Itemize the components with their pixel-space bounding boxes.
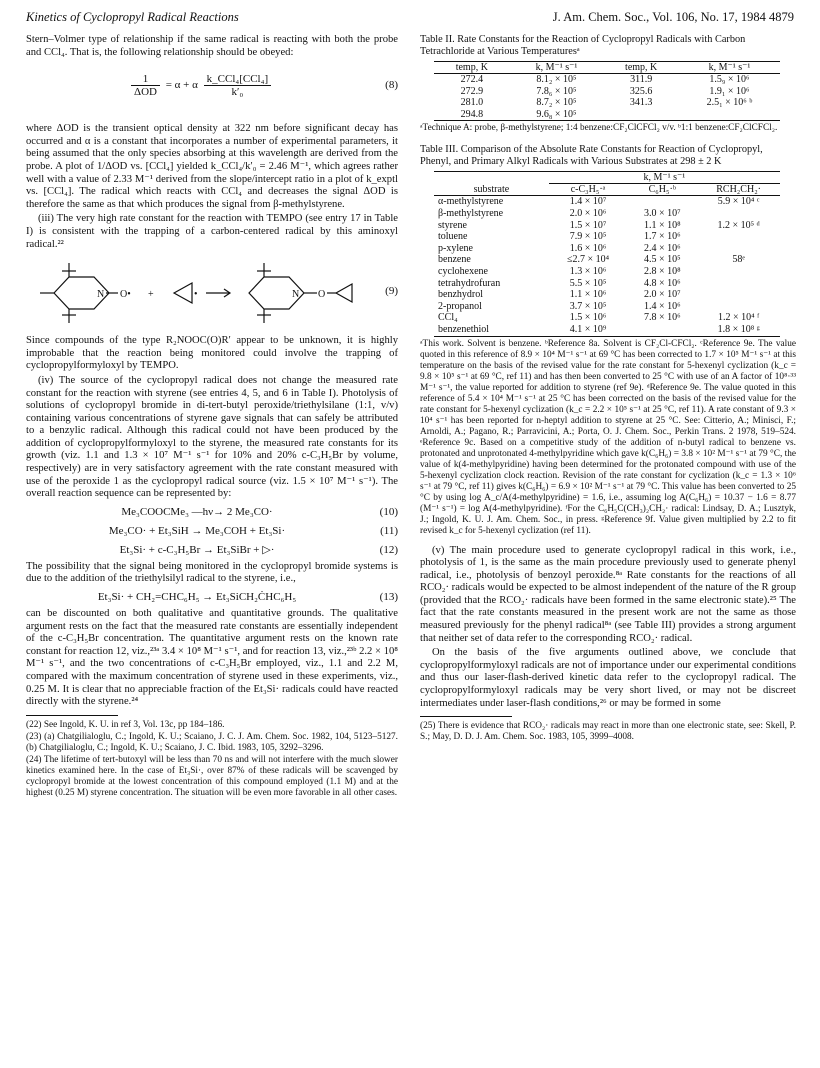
equation-body (131, 73, 271, 98)
table-row (434, 74, 780, 86)
paragraph: where ΔOD is the transient optical density at 322 nm before significant decay has occurred and α is a constant that incorporates a number of experimental parameters, it being assumed that the only species absorbing at this wavelength are derived from the probe. A plot of 1/ΔOD vs. [CCl₄] yielded k_CCl₄/k′₀ = 2.46 M⁻¹, which agrees rather well with a value of 2.33 M⁻¹ derived from the slope/intercept ratio in a plot of k_exptl vs. [CCl₄]. The radical which reacts with CCl₄ and decreases the signal ΔOD is therefore the same as that which produces the signal from β-methylstyrene. (26, 123, 398, 210)
table-cell: 341.3 (629, 97, 653, 109)
table-cell: 281.0 (460, 97, 484, 109)
column-header: RCH₂CH₂· (716, 184, 762, 196)
table-cell: cyclohexene (438, 265, 488, 277)
table-3-footnote: ᵃThis work. Solvent is benzene. ᵇReference 8a. Solvent is CF₂Cl-CFCl₂. ᶜReference 9e. The value quoted in this reference of 8.9 × 10⁴ M⁻¹ s⁻¹ at 69 °C has been corrected to 1.7 × 10⁵ M⁻¹ s⁻¹ at this temperature on the basis of the revised value for the rate constant for 5-hexenyl cyclization (k_c = 9.8 × 10⁵ s⁻¹ at 69 °C, ref 11) and has then been converted to 25 °C with use of an A factor of 10⁸·³³ M⁻¹ s⁻¹, the value reported for addition to styrene (ref 9e). ᵈReference 9e. The value quoted in this reference of 5.4 × 10⁴ M⁻¹ s⁻¹ at 25 °C has been corrected on the basis of the revised value for the rate constant for 5-hexenyl cyclization (k_c = 2.2 × 10⁵ s⁻¹ at 25 °C, ref 11). A rate constant of 9.3 × 10⁴ s⁻¹ has been reported for n-heptyl addition to styrene at 25 °C. See: Citterio, A.; Minisci, F.; Arnoldi, A.; Pagano, R.; Parravicini, A.; Porta, O. J. Chem. Soc., Perkin Trans. 2 1978, 519–524. ᵉReference 9c. Based on a competitive study of the addition of n-butyl radical to benzene vs. protonated and unprotonated 4-methylpyridine which gave k(C₆H₆) = 3.8 × 10² M⁻¹ s⁻¹ at 79 °C, the value of k(4-methylpyridine) having been determined for the protonated compound with use of the 5-hexenyl cyclization clock reaction. Revision of the rate constant for cyclization (k_c = 1.3 × 10⁶ s⁻¹ at 79 °C, ref 11) gives k(C₆H₆) = 6.9 × 10² M⁻¹ s⁻¹ at 79 °C. This value has been converted to 25 °C by using log A_c/A(4-methylpyridine) = 1.6, i.e., assuming log A(C₆H₆) = 10.37 − 1.6 = 8.77 (M⁻¹ s⁻¹) = log A(4-methylpyridine). ᶠFor the C₆H₅C(CH₃)₂CH₂· radical: Lindsay, D. A.; Lusztyk, J.; Ingold, K. U. J. Am. Chem. Soc., in press. ᵍReference 9f. Value given multiplied by 2.2 to fit revised k_c for 5-hexenyl cyclization (ref 11). (420, 338, 796, 536)
running-header (26, 10, 794, 28)
table-cell (697, 231, 780, 243)
table-header-row (434, 62, 780, 74)
column-header: k, M⁻¹ s⁻¹ (708, 62, 751, 73)
table-cell: toluene (438, 231, 468, 243)
table-cell (697, 208, 780, 220)
table-row (434, 220, 780, 232)
equation-body: Et₃Si· + CH₂=CHC₆H₅ → Et₃SiCH₂ĊHC₆H₅ (97, 591, 297, 604)
column-header: temp, K (455, 62, 488, 73)
table-cell: 1.4 × 10⁶ (643, 300, 681, 312)
equation-10 (26, 504, 398, 520)
right-column (420, 34, 796, 744)
footnote: (25) There is evidence that RCO₂· radicals may react in more than one electronic state, see: Skell, P. S.; May, D. D. J. Am. Chem. Soc. 1983, 105, 3999–4008. (420, 721, 796, 743)
table-cell: 1.5 × 10⁶ (569, 312, 607, 324)
table-cell: 272.9 (460, 85, 484, 97)
table-cell: 4.1 × 10⁹ (569, 323, 607, 335)
table-cell: 1.2 × 10⁵ ᵈ (717, 219, 760, 231)
table-cell: 1.9₁ × 10⁶ (709, 85, 750, 97)
equation-middle: = α + α (165, 79, 198, 92)
table-cell: 325.6 (629, 85, 653, 97)
table-cell: 1.1 × 10⁸ (643, 219, 681, 231)
o-atom: O• (120, 289, 131, 301)
tempo-reaction-scheme (34, 257, 364, 329)
table-cell: benzenethiol (438, 323, 490, 335)
table-row (434, 208, 780, 220)
table-cell: 1.8 × 10⁸ ᵍ (717, 323, 760, 335)
table-row (434, 289, 780, 301)
table-cell: 272.4 (460, 74, 484, 85)
table-cell: 3.7 × 10⁵ (569, 300, 607, 312)
table-cell: 2.0 × 10⁷ (643, 289, 681, 301)
table-cell: 9.6₈ × 10⁵ (536, 108, 577, 120)
table-span-header-row (434, 172, 780, 184)
table-cell: 8.1₂ × 10⁵ (536, 74, 577, 85)
table-cell: 1.6 × 10⁶ (569, 242, 607, 254)
radical-dot: • (194, 289, 198, 301)
equation-body: Me₃COOCMe₃ —hν→ 2 Me₃CO· (121, 505, 273, 518)
table-cell: α-methylstyrene (438, 196, 504, 208)
footnote: (24) The lifetime of tert-butoxyl will be less than 70 ns and will not interfere with the much slower kinetics examined here. In the case of Et₃Si·, over 87% of these radicals will be scavenged by cyclopropyl bromide at the lowest concentration of this compound employed (1.1 M) and at the highest (0.25 M) styrene concentration. The situation will be even more favorable in all other cases. (26, 754, 398, 798)
equation-number: (9) (385, 285, 398, 298)
fraction-numerator: 1 (131, 73, 160, 86)
table-cell (697, 266, 780, 278)
column-header: c-C₃H₅·ᵃ (570, 184, 606, 196)
running-title: Kinetics of Cyclopropyl Radical Reactions (26, 10, 239, 24)
span-header: k, M⁻¹ s⁻¹ (549, 172, 780, 184)
table-cell: 5.9 × 10⁴ ᶜ (717, 196, 760, 208)
table-cell: benzhydrol (438, 289, 483, 301)
table-cell: 2.8 × 10⁸ (643, 265, 681, 277)
table-cell: 311.9 (630, 74, 653, 85)
table-cell: 58ᵉ (732, 254, 745, 266)
table-3-caption: Table III. Comparison of the Absolute Rate Constants for Reaction of Cyclopropyl, Phenyl, and Primary Alkyl Radicals with Various Substrates at 298 ± 2 K (420, 144, 763, 168)
table-row (434, 278, 780, 290)
table-3 (434, 171, 780, 336)
plus-sign: + (148, 289, 154, 301)
table-cell: β-methylstyrene (438, 207, 504, 219)
table-cell: 294.8 (460, 108, 484, 120)
fraction-denominator: k′₀ (231, 86, 244, 99)
paragraph: (iii) The very high rate constant for the reaction with TEMPO (see entry 17 in Table I) is consistent with the trapping of a carbon-centered radical by this aminoxyl radical.²² (26, 213, 398, 250)
o-atom: O (318, 289, 326, 301)
table-cell (627, 196, 697, 208)
table-cell: benzene (438, 254, 471, 266)
cyclopropyl-ring-product (336, 284, 352, 302)
table-2-caption: Table II. Rate Constants for the Reaction of Cyclopropyl Radicals with Carbon Tetrachloride at Various Temperaturesᵃ (420, 34, 746, 57)
table-row (434, 243, 780, 255)
equation-9-structures (26, 257, 398, 329)
table-row (434, 266, 780, 278)
table-row (434, 312, 780, 324)
table-cell: styrene (438, 219, 467, 231)
table-cell: 1.3 × 10⁶ (569, 265, 607, 277)
footnote-divider (26, 715, 118, 716)
column-header: temp, K (625, 62, 658, 73)
table-2-footnote: ᵃTechnique A: probe, β-methylstyrene; 1:4 benzene:CF₂ClCFCl₂ v/v. ᵇ1:1 benzene:CF₂ClCFCl₂. (420, 123, 778, 134)
table-row (434, 324, 780, 336)
equation-13 (26, 589, 398, 605)
paragraph: On the basis of the five arguments outlined above, we conclude that cyclopropylformyloxyl radicals are not of importance under our experimental conditions and thus our laser-flash-derived kinetic data refer to the cyclopropyl radical. The cyclopropylformyloxyl radicals may be very short lived, or may not be discreet intermediates under laser-flash conditions,²⁶ or may be formed in some (420, 647, 796, 709)
table-cell (627, 324, 697, 336)
fraction-numerator: k_CCl₄[CCl₄] (204, 73, 271, 86)
table-cell: ≤2.7 × 10⁴ (566, 254, 610, 266)
table-cell (603, 109, 679, 121)
equation-number: (12) (379, 543, 398, 556)
fraction-lhs (131, 73, 160, 98)
table-cell: 4.8 × 10⁶ (643, 277, 681, 289)
table-cell: 2.4 × 10⁶ (643, 242, 681, 254)
table-cell: 7.8₆ × 10⁵ (536, 85, 577, 97)
table-cell: 1.1 × 10⁶ (569, 289, 607, 301)
left-column (26, 34, 398, 800)
equation-body: Me₃CO· + Et₃SiH → Me₃COH + Et₃Si· (108, 524, 286, 537)
table-cell: p-xylene (438, 242, 473, 254)
table-row (434, 231, 780, 243)
table-cell: 1.5 × 10⁷ (569, 219, 607, 231)
paragraph: (v) The main procedure used to generate cyclopropyl radical in this work, i.e., photolysis of 1, is the same as the main procedure previously used to generate phenyl radical, i.e., photolysis of benzoyl peroxide.⁸ᵃ Rate constants for the reactions of all RCO₂· radicals would be expected to be almost independent of the nature of the R group (provided that the RCO₂· radicals have been formed in the same electronic state).²⁵ The fact that the rate constants measured in the present work are not the same as those measured previously for the phenyl radical⁸ᵃ (see Table III) provides a strong argument that neither set of data refer to the corresponding RCO₂· radical. (420, 544, 796, 644)
table-cell (697, 278, 780, 290)
equation-8 (26, 65, 398, 115)
table-cell: 3.0 × 10⁷ (643, 207, 681, 219)
table-cell: 1.4 × 10⁷ (569, 196, 607, 208)
table-row (434, 196, 780, 208)
equation-number: (13) (379, 591, 398, 604)
paragraph: Stern–Volmer type of relationship if the same radical is reacting with both the probe and CCl₄. That is, the following relationship should be obeyed: (26, 34, 398, 58)
equation-11 (26, 523, 398, 539)
table-cell: 1.7 × 10⁶ (643, 231, 681, 243)
table-cell: 2-propanol (438, 300, 482, 312)
table-cell: 2.5₁ × 10⁶ ᵇ (706, 97, 753, 109)
equation-number: (8) (385, 79, 398, 92)
table-row (434, 97, 780, 109)
footnote: (23) (a) Chatgilialoglu, C.; Ingold, K. U.; Scaiano, J. C. J. Am. Chem. Soc. 1982, 104, 5123–5127. (b) Chatgilialoglu, C.; Ingold, K. U.; Scaiano, J. C. Ibid. 1983, 105, 3292–3296. (26, 731, 398, 753)
equation-number: (10) (379, 505, 398, 518)
table-cell: 1.2 × 10⁴ ᶠ (718, 312, 760, 324)
table-row (434, 109, 780, 121)
column-header: k, M⁻¹ s⁻¹ (535, 62, 578, 73)
equation-body: Et₃Si· + c-C₃H₅Br → Et₃SiBr + ▷· (119, 543, 275, 556)
table-cell (697, 301, 780, 313)
table-cell (697, 289, 780, 301)
table-cell: 4.5 × 10⁵ (643, 254, 681, 266)
table-row (434, 86, 780, 98)
paragraph: Since compounds of the type R₂NOOC(O)R′ appear to be unknown, it is highly improbable that the reaction being monitored could involve the trapping of cyclopropylformyloxyl by TEMPO. (26, 335, 398, 372)
equation-12 (26, 542, 398, 558)
table-cell (679, 109, 780, 121)
footnote: (22) See Ingold, K. U. in ref 3, Vol. 13c, pp 184–186. (26, 719, 225, 730)
table-cell: 2.0 × 10⁶ (569, 207, 607, 219)
table-header-row (434, 184, 780, 196)
cyclopropyl-ring (174, 283, 192, 303)
paragraph: (iv) The source of the cyclopropyl radical does not change the measured rate constant for the reaction with styrene (see entries 4, 5, and 6 in Table I). Photolysis of solutions of cyclopropyl bromide in di-tert-butyl peroxide/triethylsilane (1:1, v/v) containing various concentrations of styrene gave signals that can safely be attributed to a benzylic radical. Although this radical could not have been produced by the addition of cyclopropylformyloxyl to the styrene, the measured rate constants for its growth (viz. 1.1 and 1.3 × 10⁷ M⁻¹ s⁻¹ for 10% and 20% c-C₃H₅Br by volume, respectively) are in very satisfactory agreement with the rate constant measured with use of the peroxide 1 as the cyclopropyl radical source (viz. 1.5 × 10⁷ M⁻¹ s⁻¹). The overall reaction sequence can be represented by: (26, 374, 398, 500)
table-cell: 7.8 × 10⁶ (643, 312, 681, 324)
paragraph: The possibility that the signal being monitored in the cyclopropyl bromide systems is due to the addition of the triethylsilyl radical to the styrene, i.e., (26, 560, 398, 585)
table-cell: 1.5₉ × 10⁶ (709, 74, 750, 85)
table-row (434, 301, 780, 313)
paragraph: can be discounted on both qualitative and quantitative grounds. The qualitative argument rests on the fact that the measured rate constants are essentially independent of the c-C₃H₅Br concentration. The quantitative argument rests on the known rate constant for reaction 12, viz.,²³ᵃ 3.4 × 10⁸ M⁻¹ s⁻¹, and for reaction 13, viz.,²³ᵇ 2.2 × 10⁸ M⁻¹ s⁻¹, and the two concentrations of c-C₃H₅Br employed, viz., 1.1 and 2.2 M, compared with the maximum concentration of styrene used in these experiments, viz., 0.25 M. It is clear that no appreciable fraction of the Et₃Si· radicals could have reacted directly with the styrene.²⁴ (26, 608, 398, 708)
column-header: C₆H₅·ᵇ (648, 184, 676, 196)
table-cell: 7.9 × 10⁵ (569, 231, 607, 243)
footnote-divider (420, 716, 512, 717)
table-cell: CCl₄ (438, 312, 458, 324)
table-cell: 8.7₂ × 10⁵ (536, 97, 577, 109)
table-cell: 5.5 × 10⁵ (569, 277, 607, 289)
n-atom: N (97, 289, 105, 301)
column-header: substrate (473, 184, 510, 196)
n-atom: N (292, 289, 300, 301)
table-row (434, 254, 780, 266)
fraction-rhs (204, 73, 271, 98)
table-cell (697, 243, 780, 255)
equation-number: (11) (380, 524, 398, 537)
journal-citation: J. Am. Chem. Soc., Vol. 106, No. 17, 1984 4879 (552, 10, 794, 24)
table-cell: tetrahydrofuran (438, 277, 501, 289)
fraction-denominator: ΔOD (134, 86, 157, 99)
table-2 (434, 61, 780, 121)
